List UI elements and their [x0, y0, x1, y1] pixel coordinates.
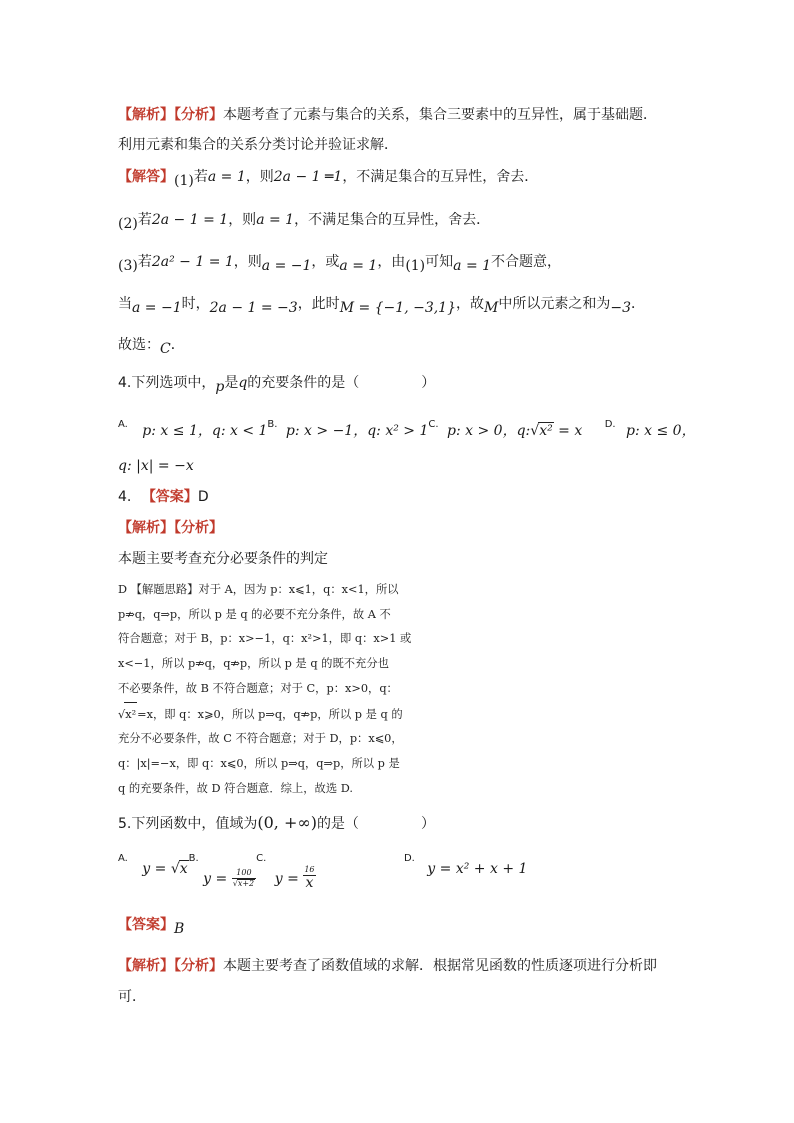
q4-option-d-label: D.: [604, 419, 616, 430]
solution-case-2: (2)若2a − 1 = 1，则a = 1，不满足集合的互异性，舍去．: [118, 212, 491, 232]
q4-option-c-label: C.: [428, 419, 439, 430]
q5-options: [118, 853, 528, 891]
q4-option-d-line2: q: |x| = −x: [118, 458, 194, 474]
q5-option-a: y = √x: [142, 860, 188, 877]
scanned-solution: [118, 578, 430, 801]
q5-option-b-label: B.: [188, 853, 199, 864]
q4-analysis-text: 本题主要考查充分必要条件的判定: [118, 551, 328, 567]
q4-answer: 4. 【答案】D: [118, 489, 209, 505]
solution-choose: 故选：C．: [118, 337, 185, 357]
scan-line: 不必要条件，故 B 不符合题意；对于 C，p：x>0，q：: [118, 681, 398, 695]
q4-option-b: p: x > −1，q: x² > 1: [285, 423, 429, 439]
scan-line: 充分不必要条件，故 C 不符合题意；对于 D，p：x⩽0，: [118, 732, 403, 746]
q4-option-b-label: B.: [267, 419, 278, 430]
scan-line: q：|x|=−x，即 q：x⩽0，所以 p⇒q，q⇒p，所以 p 是: [118, 756, 400, 770]
q4-option-a-label: A.: [118, 419, 128, 430]
scan-line-sqrt: √x²=x，即 q：x⩾0，所以 p⇒q，q⇏p，所以 p 是 q 的: [118, 702, 430, 728]
analysis-text: 本题考查了元素与集合的关系，集合三要素中的互异性，属于基础题．: [223, 107, 657, 123]
answer-tag: 【答案】: [141, 489, 198, 505]
solution-case-3: (3)若2a² − 1 = 1，则a = −1，或a = 1，由(1)可知a = 1不合题意，: [118, 254, 562, 274]
solution-tag: 【解答】: [118, 169, 174, 185]
q4-stem: 4.下列选项中，p是q的充要条件的是（ ）: [118, 375, 436, 395]
solution-when: 当a = −1时，2a − 1 = −3，此时M = {−1, −3,1}，故M中所以元素之和为−3．: [118, 296, 645, 316]
q5-option-c: y = $\frac{16}{x}$: [274, 865, 315, 891]
q4-option-a: p: x ≤ 1，q: x < 1: [142, 423, 268, 439]
scan-line: q 的充要条件，故 D 符合题意．综上，故选 D.: [118, 781, 353, 795]
scan-line: p⇏q，q⇒p，所以 p 是 q 的必要不充分条件，故 A 不: [118, 607, 391, 621]
radical: x²: [539, 423, 553, 439]
analysis-sub-tag: 【分析】: [174, 107, 223, 123]
analysis-line-1: [118, 107, 657, 124]
q5-option-b: y = $\frac{100}{√x+2}$: [203, 867, 255, 888]
answer-value: D: [197, 489, 209, 505]
q4-analysis: 【解析】【分析】: [118, 520, 223, 536]
q5-option-c-label: C.: [256, 853, 267, 864]
q4-option-c: p: x > 0，q:√x² = x: [447, 423, 583, 439]
analysis-tag: 【解析】: [118, 107, 174, 123]
q4-option-d: p: x ≤ 0，: [626, 423, 696, 439]
analysis-line-2: 利用元素和集合的关系分类讨论并验证求解．: [118, 137, 398, 153]
q5-stem: 5.下列函数中，值域为(0, +∞)的是（ ）: [118, 813, 435, 832]
q5-answer: [118, 917, 185, 937]
q5-option-d-label: D.: [403, 853, 415, 864]
q4-options: [118, 419, 696, 440]
q5-analysis-line2: 可．: [118, 989, 146, 1005]
answer-value: B: [174, 921, 185, 937]
scan-line: x<−1，所以 p⇏q，q⇏p，所以 p 是 q 的既不充分也: [118, 657, 389, 671]
scan-line: D 【解题思路】对于 A，因为 p：x⩽1，q：x<1，所以: [118, 583, 399, 596]
q5-option-d: y = x² + x + 1: [427, 860, 528, 877]
scan-line: 符合题意；对于 B，p：x>−1，q：x²>1，即 q：x>1 或: [118, 632, 412, 646]
answer-tag: 【答案】: [118, 917, 174, 933]
q5-analysis: 【解析】【分析】本题主要考查了函数值域的求解．根据常见函数的性质逐项进行分析即: [118, 958, 657, 974]
solution-case-1: 【解答】(1)若a = 1，则2a − 1 ═1，不满足集合的互异性，舍去．: [118, 169, 539, 189]
q5-option-a-label: A.: [118, 853, 128, 864]
